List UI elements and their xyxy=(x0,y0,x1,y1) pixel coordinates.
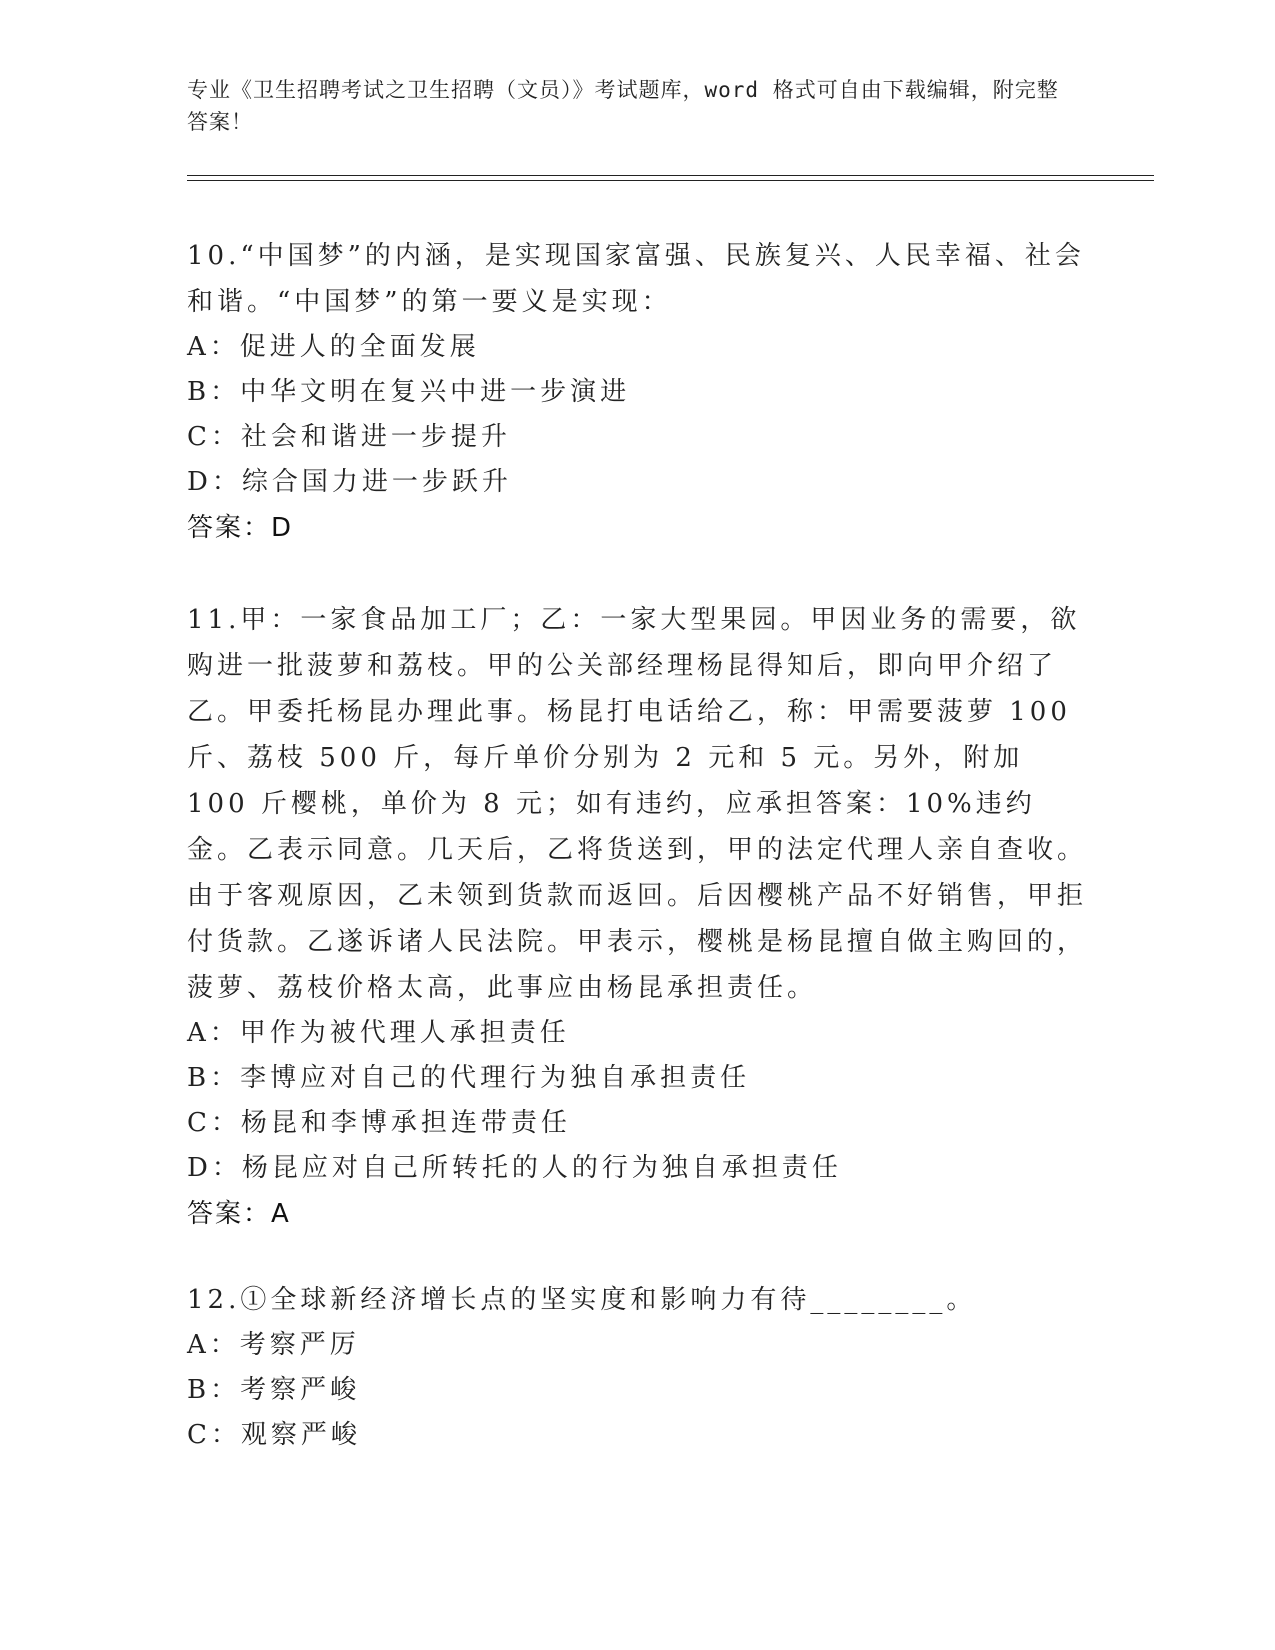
option-c: C：社会和谐进一步提升 xyxy=(187,422,511,452)
question-stem: 12.①全球新经济增长点的坚实度和影响力有待________。 xyxy=(187,1285,977,1315)
header-divider-bottom xyxy=(187,180,1154,181)
answer-line: 答案：A xyxy=(187,1199,291,1229)
document-header: 专业《卫生招聘考试之卫生招聘（文员）》考试题库，word 格式可自由下载编辑，附完整答案！ xyxy=(187,78,1059,134)
option-b: B：考察严峻 xyxy=(187,1375,361,1405)
question-10 xyxy=(187,233,1087,551)
question-12 xyxy=(187,1277,1087,1458)
option-b: B：李博应对自己的代理行为独自承担责任 xyxy=(187,1063,751,1093)
option-d: D：杨昆应对自己所转托的人的行为独自承担责任 xyxy=(187,1153,842,1183)
option-a: A：考察严厉 xyxy=(187,1330,360,1360)
question-stem: 10.“中国梦”的内涵，是实现国家富强、民族复兴、人民幸福、社会和谐。“中国梦”的第一要义是实现： xyxy=(187,241,1085,317)
answer-line: 答案：D xyxy=(187,513,294,543)
option-c: C：观察严峻 xyxy=(187,1420,361,1450)
question-11 xyxy=(187,597,1087,1237)
question-stem: 11.甲：一家食品加工厂；乙：一家大型果园。甲因业务的需要，欲购进一批菠萝和荔枝。甲的公关部经理杨昆得知后，即向甲介绍了乙。甲委托杨昆办理此事。杨昆打电话给乙，称：甲需要菠萝 100 斤、荔枝 500 斤，每斤单价分别为 2 元和 5 元。另外，附加 100 斤樱桃，单价为 8 元；如有违约，应承担答案：10%违约金。乙表示同意。几天后，乙将货送到，甲的法定代理人亲自查收。由于客观原因，乙未领到货款而返回。后因樱桃产品不好销售，甲拒付货款。乙遂诉诸人民法院。甲表示，樱桃是杨昆擅自做主购回的，菠萝、荔枝价格太高，此事应由杨昆承担责任。 xyxy=(187,605,1088,1003)
header-divider-top xyxy=(187,175,1154,176)
option-b: B：中华文明在复兴中进一步演进 xyxy=(187,377,631,407)
option-a: A：促进人的全面发展 xyxy=(187,332,480,362)
option-c: C：杨昆和李博承担连带责任 xyxy=(187,1108,571,1138)
option-d: D：综合国力进一步跃升 xyxy=(187,467,512,497)
option-a: A：甲作为被代理人承担责任 xyxy=(187,1018,570,1048)
